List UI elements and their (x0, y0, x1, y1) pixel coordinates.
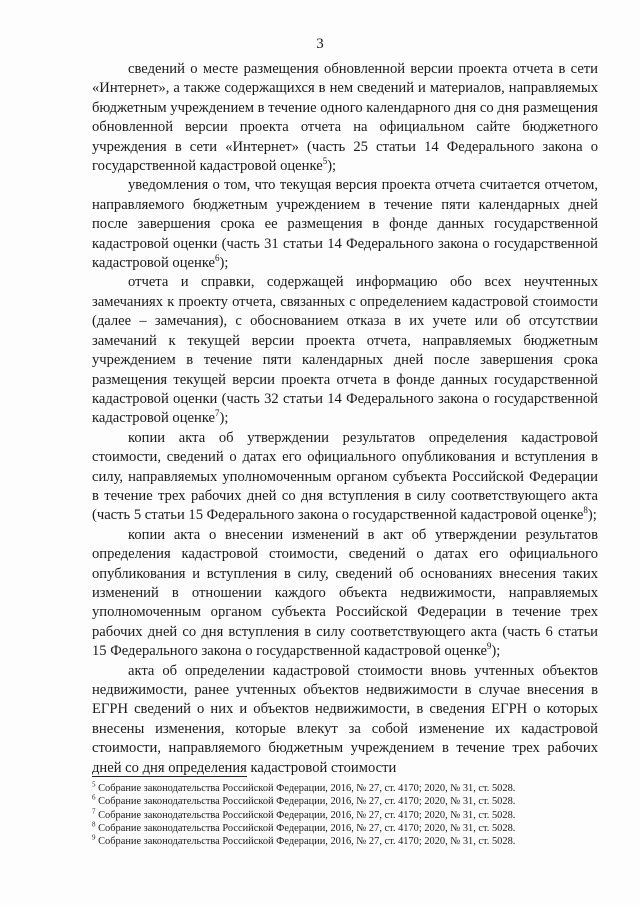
paragraph-text: копии акта об утверждении результатов определения кадастровой стоимости, сведений о датах его официального опубликования и вступления в силу, направляемых уполномоченным органом субъекта Российской Федерации в течение трех рабочих дней со дня вступления в силу соответствующего акта (часть 5 статьи 15 Федерального закона о государственной кадастровой оценке (92, 429, 598, 524)
footnote-ref: 9 (486, 641, 492, 652)
footnote (92, 822, 598, 835)
paragraph-tail: ); (219, 255, 229, 272)
footnote-text: Собрание законодательства Российской Федерации, 2016, № 27, ст. 4170; 2020, № 31, ст. 5028. (95, 809, 516, 821)
paragraph-text: отчета и справки, содержащей информацию обо всех неучтенных замечаниях к проекту отчета, связанных с определением кадастровой стоимости (далее – замечания), с обоснованием отказа в их учете или об отсутствии замечаний к текущей версии проекта отчета, направляемых бюджетным учреждением в течение пяти календарных дней после завершения срока размещения текущей версии проекта отчета в фонде данных государственной кадастровой оценки (часть 32 статьи 14 Федерального закона о государственной кадастровой оценке (92, 274, 598, 427)
footnotes (92, 782, 598, 848)
paragraph (92, 60, 598, 176)
footnote-ref: 5 (322, 156, 328, 167)
footnote (92, 835, 598, 848)
page-number: 3 (316, 36, 324, 52)
body-text (92, 60, 598, 778)
footnote-text: Собрание законодательства Российской Федерации, 2016, № 27, ст. 4170; 2020, № 31, ст. 5028. (95, 783, 516, 794)
footnote (92, 782, 598, 795)
paragraph (92, 429, 598, 526)
paragraph-tail: ); (491, 643, 501, 660)
footnote-number: 7 (92, 807, 96, 816)
footnote-text: Собрание законодательства Российской Федерации, 2016, № 27, ст. 4170; 2020, № 31, ст. 5028. (95, 836, 516, 848)
paragraph (92, 662, 598, 778)
footnote-ref: 8 (583, 505, 588, 516)
footnote-ref: 6 (215, 253, 220, 264)
footnote-ref: 7 (215, 408, 220, 419)
footnote (92, 795, 598, 808)
paragraph-text: копии акта о внесении изменений в акт об утверждении результатов определения кадастровой стоимости, сведений о датах его официального опубликования и вступления в силу, сведений об основаниях внесения таких изменений в отношении каждого объекта недвижимости, направляемых уполномоченным органом субъекта Российской Федерации в течение трех рабочих дней со дня вступления в силу соответствующего акта (часть 6 статьи 15 Федерального закона о государственной кадастровой оценке (92, 526, 598, 660)
footnote-text: Собрание законодательства Российской Федерации, 2016, № 27, ст. 4170; 2020, № 31, ст. 5028. (95, 796, 516, 808)
footnote-number: 6 (92, 793, 96, 802)
footnote-number: 9 (92, 833, 96, 842)
paragraph-tail: ); (587, 507, 597, 524)
paragraph-text: уведомления о том, что текущая версия проекта отчета считается отчетом, направляемого бюджетным учреждением в течение пяти календарных дней после завершения срока ее размещения в фонде данных государственной кадастровой оценки (часть 31 статьи 14 Федерального закона о государственной кадастровой оценке (92, 177, 598, 272)
footnote-number: 5 (92, 780, 96, 789)
paragraph (92, 176, 598, 273)
paragraph-tail: ); (219, 410, 229, 427)
footnote-text: Собрание законодательства Российской Федерации, 2016, № 27, ст. 4170; 2020, № 31, ст. 5028. (95, 822, 516, 834)
footnote-number: 8 (92, 820, 96, 829)
paragraph-text: сведений о месте размещения обновленной версии проекта отчета в сети «Интернет», а также содержащихся в нем сведений и материалов, направляемых бюджетным учреждением в течение одного календарного дня со дня размещения обновленной версии проекта отчета на официальном сайте бюджетного учреждения в сети «Интернет» (часть 25 статьи 14 Федерального закона о государственной кадастровой оценке (92, 61, 598, 175)
footnote (92, 809, 598, 822)
paragraph (92, 273, 598, 428)
paragraph-text: акта об определении кадастровой стоимости вновь учтенных объектов недвижимости, ранее учтенных объектов недвижимости в случае внесения в ЕГРН сведений о них и объектов недвижимости, в сведения ЕГРН о которых внесены изменения, которые влекут за собой изменение их кадастровой стоимости, направляемого бюджетным учреждением в течение трех рабочих дней со дня определения кадастровой стоимости (92, 662, 598, 776)
paragraph (92, 526, 598, 662)
footnote-divider (92, 776, 247, 777)
paragraph-tail: ); (327, 158, 337, 175)
